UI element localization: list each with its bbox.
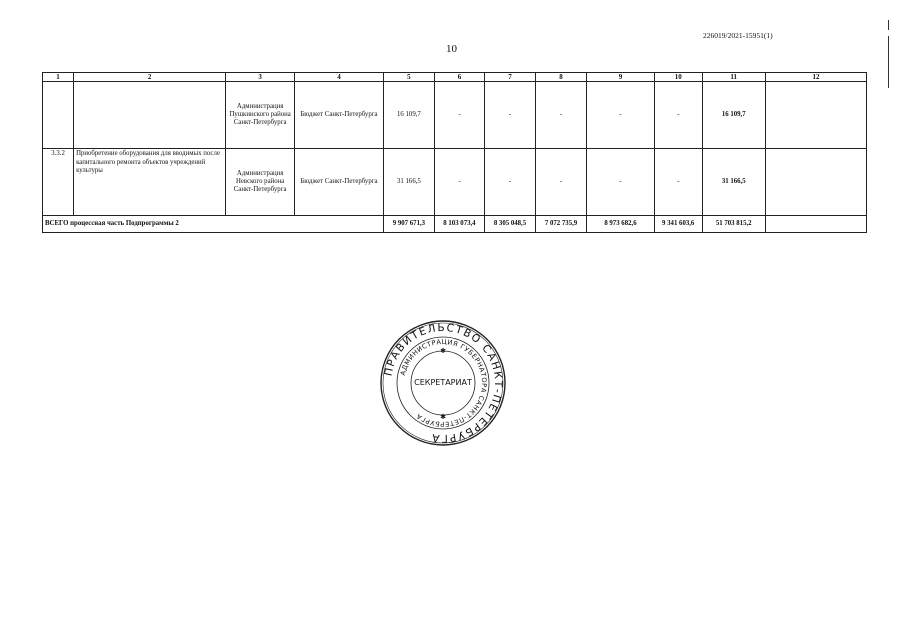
value-cell: 16 109,7 (383, 82, 434, 149)
column-number: 7 (484, 73, 535, 82)
column-number: 1 (43, 73, 74, 82)
value-cell: - (587, 149, 655, 216)
column-number: 8 (536, 73, 587, 82)
column-number: 9 (587, 73, 655, 82)
note-cell (765, 149, 866, 216)
value-cell: - (536, 149, 587, 216)
value-cell: - (536, 82, 587, 149)
item-name-cell: Приобретение оборудования для вводимых после капитального ремонта объектов учреждений культуры (74, 149, 226, 216)
executor-cell: Администрация Пушкинского района Санкт-Петербурга (226, 82, 295, 149)
executor-cell: Администрация Невского района Санкт-Петербурга (226, 149, 295, 216)
total-value: 8 103 073,4 (434, 216, 484, 233)
total-label: ВСЕГО процессная часть Подпрограммы 2 (43, 216, 384, 233)
table-row (43, 82, 867, 149)
column-number: 6 (434, 73, 484, 82)
edge-mark (888, 20, 889, 30)
column-number: 3 (226, 73, 295, 82)
value-cell: - (484, 82, 535, 149)
total-value: 51 703 815,2 (702, 216, 765, 233)
total-note (765, 216, 866, 233)
value-cell: - (484, 149, 535, 216)
column-number: 5 (383, 73, 434, 82)
item-name-cell (74, 82, 226, 149)
value-cell: - (654, 82, 702, 149)
value-cell: - (654, 149, 702, 216)
funding-source-cell: Бюджет Санкт-Петербурга (295, 82, 384, 149)
secretariat-stamp (378, 318, 508, 448)
stamp-star-icon: ✱ (440, 347, 446, 355)
column-number: 10 (654, 73, 702, 82)
total-value: 8 305 048,5 (484, 216, 535, 233)
value-cell: 31 166,5 (383, 149, 434, 216)
document-number: 226019/2021-15951(1) (703, 31, 773, 40)
column-number: 2 (74, 73, 226, 82)
stamp-center-text: СЕКРЕТАРИАТ (414, 378, 472, 387)
page-number: 10 (446, 43, 457, 55)
note-cell (765, 82, 866, 149)
column-number: 4 (295, 73, 384, 82)
column-number-row (43, 73, 867, 82)
column-number: 11 (702, 73, 765, 82)
item-number-cell (43, 82, 74, 149)
value-cell: - (587, 82, 655, 149)
row-total-cell: 16 109,7 (702, 82, 765, 149)
total-value: 7 072 735,9 (536, 216, 587, 233)
stamp-star-icon: ✱ (440, 413, 446, 421)
row-total-cell: 31 166,5 (702, 149, 765, 216)
column-number: 12 (765, 73, 866, 82)
item-number-cell: 3.3.2 (43, 149, 74, 216)
funding-source-cell: Бюджет Санкт-Петербурга (295, 149, 384, 216)
edge-mark (888, 36, 889, 88)
table-row (43, 149, 867, 216)
budget-table (42, 72, 867, 233)
value-cell: - (434, 82, 484, 149)
total-value: 9 907 671,3 (383, 216, 434, 233)
stamp-inner-text: АДМИНИСТРАЦИЯ ГУБЕРНАТОРА САНКТ-ПЕТЕРБУРГА (398, 337, 489, 429)
total-value: 8 973 682,6 (587, 216, 655, 233)
stamp-outer-text: ПРАВИТЕЛЬСТВО САНКТ-ПЕТЕРБУРГА (382, 321, 505, 445)
value-cell: - (434, 149, 484, 216)
total-value: 9 341 603,6 (654, 216, 702, 233)
total-row (43, 216, 867, 233)
